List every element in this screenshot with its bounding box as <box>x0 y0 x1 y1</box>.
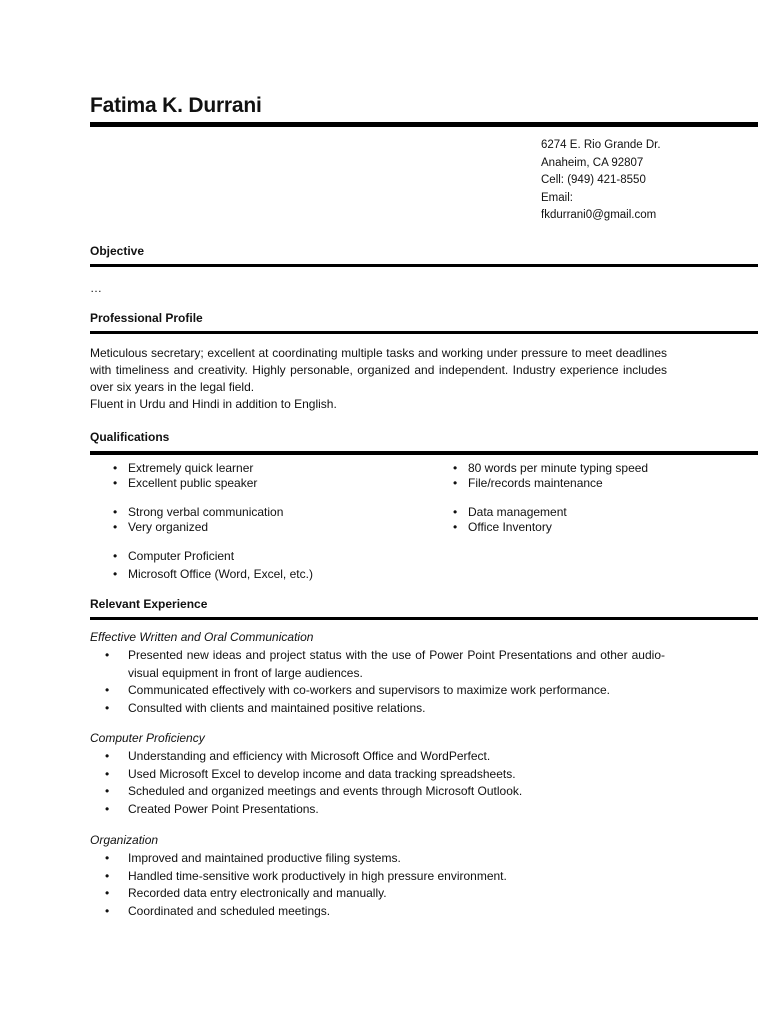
experience-section-title: Organization <box>90 833 159 847</box>
list-item: • Presented new ideas and project status with the use of Power Point Presentations and other audio-visual equipment in front of large audiences. <box>105 647 665 682</box>
header-rule <box>90 122 758 127</box>
objective-heading: Objective <box>90 244 145 258</box>
objective-rule <box>90 264 758 267</box>
experience-section-title: Computer Proficiency <box>90 731 205 745</box>
list-item: • Consulted with clients and maintained positive relations. <box>105 700 665 718</box>
profile-text <box>90 345 667 413</box>
list-item: • Coordinated and scheduled meetings. <box>105 903 665 921</box>
contact-email[interactable]: fkdurrani0@gmail.com <box>541 209 657 222</box>
qualification-item: • Computer Proficient <box>113 547 313 565</box>
profile-rule <box>90 331 758 334</box>
qualifications-left-group-1 <box>113 461 257 490</box>
list-item: • Handled time-sensitive work productively in high pressure environment. <box>105 868 665 886</box>
qualifications-rule <box>90 451 758 455</box>
qualifications-left-group-2 <box>113 505 283 534</box>
experience-rule <box>90 617 758 620</box>
objective-text: … <box>90 281 102 295</box>
list-item: • Improved and maintained productive filing systems. <box>105 850 665 868</box>
qualification-item: • Strong verbal communication <box>113 505 283 520</box>
qualification-item: • Excellent public speaker <box>113 476 257 491</box>
experience-section-list <box>105 748 665 818</box>
qualification-item: • File/records maintenance <box>453 476 648 491</box>
experience-section-list <box>105 647 665 717</box>
list-item: • Scheduled and organized meetings and events through Microsoft Outlook. <box>105 783 665 801</box>
list-item: • Recorded data entry electronically and manually. <box>105 885 665 903</box>
qualification-item: • Data management <box>453 505 567 520</box>
contact-block <box>541 137 661 225</box>
list-item: • Used Microsoft Excel to develop income and data tracking spreadsheets. <box>105 766 665 784</box>
qualification-item: • Microsoft Office (Word, Excel, etc.) <box>113 565 313 583</box>
experience-section-list <box>105 850 665 920</box>
contact-email-label: Email: <box>541 191 573 204</box>
qualifications-left-group-3 <box>113 547 313 583</box>
experience-heading: Relevant Experience <box>90 597 208 611</box>
profile-heading: Professional Profile <box>90 311 203 325</box>
list-item: • Created Power Point Presentations. <box>105 801 665 819</box>
qualification-item: • 80 words per minute typing speed <box>453 461 648 476</box>
qualification-item: • Office Inventory <box>453 520 567 535</box>
qualifications-heading: Qualifications <box>90 430 170 444</box>
contact-address: 6274 E. Rio Grande Dr. <box>541 139 661 151</box>
contact-cell: Cell: (949) 421-8550 <box>541 174 646 187</box>
list-item: • Understanding and efficiency with Microsoft Office and WordPerfect. <box>105 748 665 766</box>
contact-city: Anaheim, CA 92807 <box>541 156 644 169</box>
experience-section-title: Effective Written and Oral Communication <box>90 630 314 644</box>
profile-languages: Fluent in Urdu and Hindi in addition to English. <box>90 397 337 411</box>
qualifications-right-group-2 <box>453 505 567 534</box>
qualification-item: • Very organized <box>113 520 283 535</box>
qualification-item: • Extremely quick learner <box>113 461 257 476</box>
qualifications-right-group-1 <box>453 461 648 490</box>
list-item: • Communicated effectively with co-workers and supervisors to maximize work performance. <box>105 682 665 700</box>
profile-paragraph: Meticulous secretary; excellent at coordinating multiple tasks and working under pressure to meet deadlines with timeliness and creativity. Highly personable, organized and independent. Industry experience includes over six years in the legal field. <box>90 346 667 394</box>
candidate-name: Fatima K. Durrani <box>90 94 262 117</box>
